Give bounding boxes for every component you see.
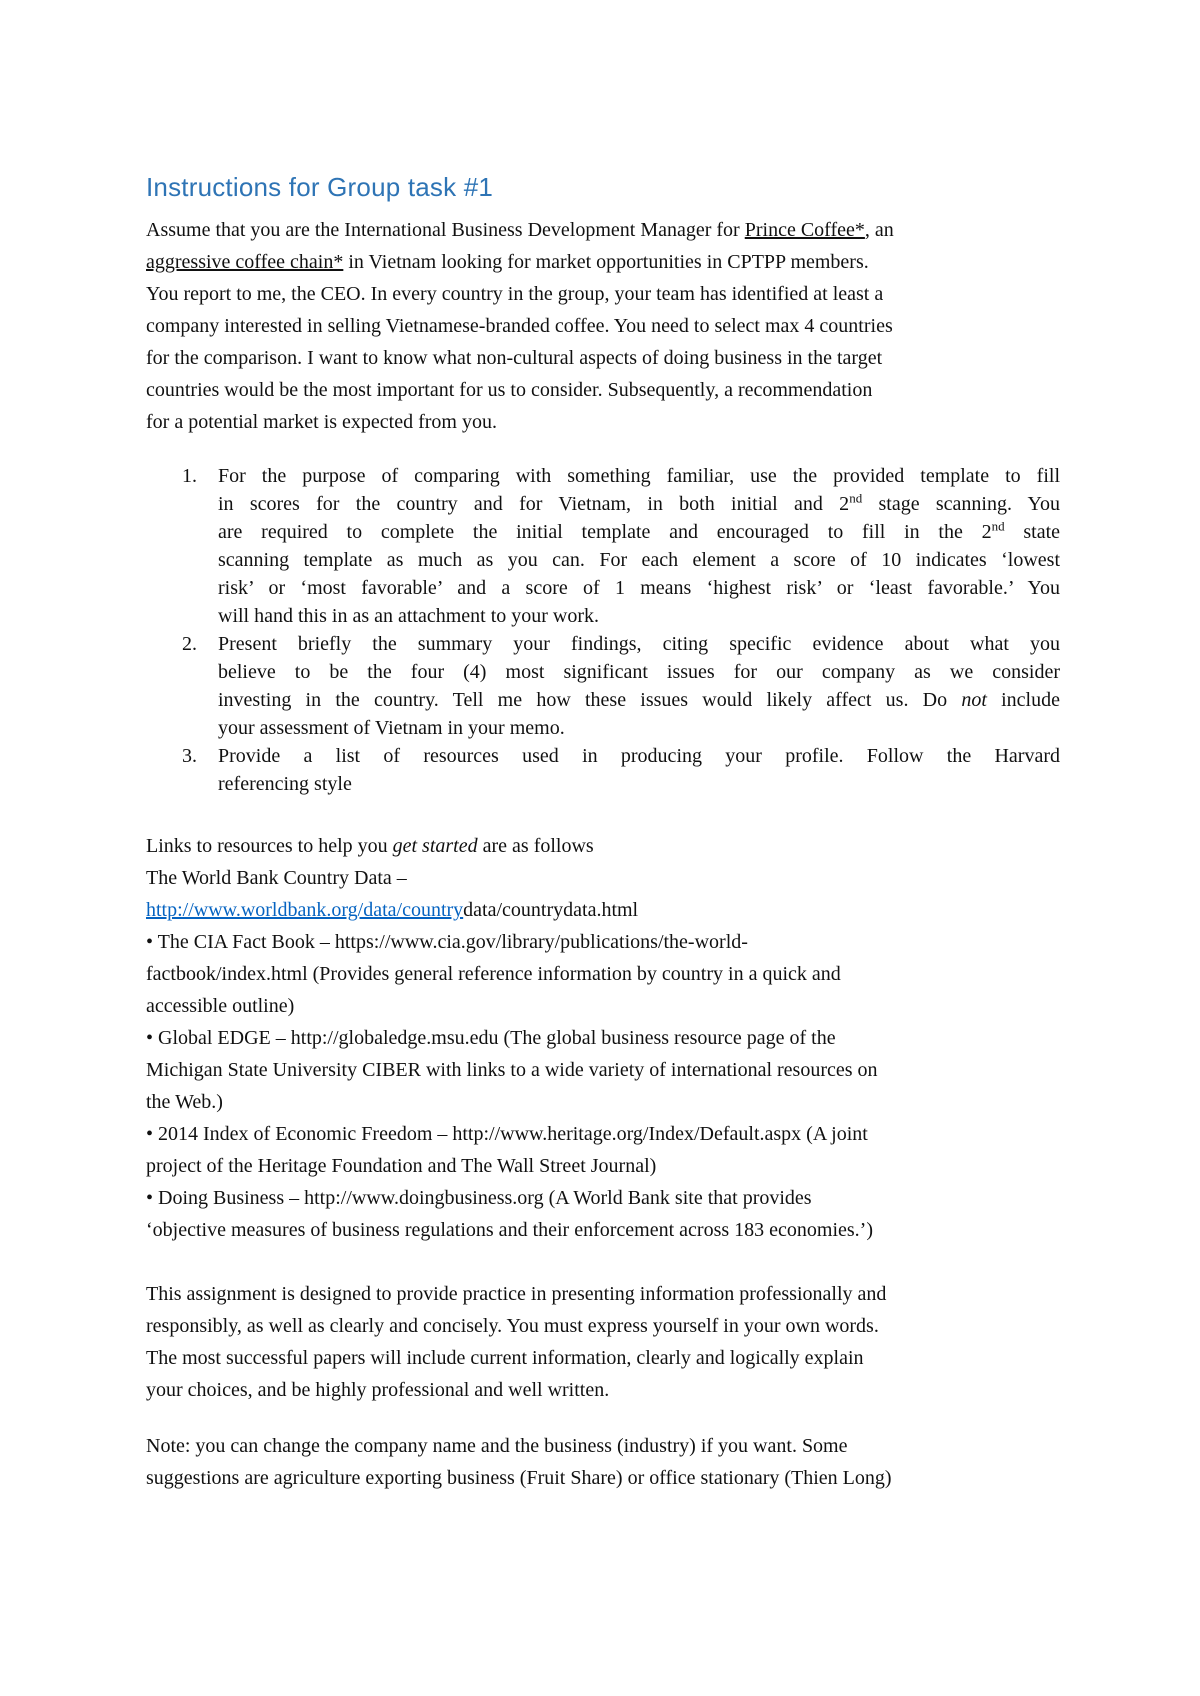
list-number: 2. [182,633,197,655]
resources-text: Links to resources to help you [146,835,393,857]
list-item-line: will hand this in as an attachment to your work. [218,605,600,627]
superscript: nd [991,520,1005,534]
intro-line: company interested in selling Vietnamese-branded coffee. You need to select max 4 countries [146,315,893,337]
intro-line: for a potential market is expected from you. [146,411,497,433]
list-item-line: For the purpose of comparing with something familiar, use the provided template to fill [218,465,1060,487]
world-bank-link[interactable]: http://www.worldbank.org/data/country [146,899,464,921]
list-text: in scores for the country and for Vietnam, in both initial and 2 [218,493,850,515]
closing-line: The most successful papers will include current information, clearly and logically explain [146,1347,864,1369]
cia-line: factbook/index.html (Provides general reference information by country in a quick and [146,963,841,985]
cia-line: • The CIA Fact Book – https://www.cia.gov/library/publications/the-world- [146,931,748,953]
emphasis-not: not [961,689,987,711]
note-line: Note: you can change the company name and the business (industry) if you want. Some [146,1435,848,1457]
intro-line: You report to me, the CEO. In every country in the group, your team has identified at least a [146,283,884,305]
closing-line: your choices, and be highly professional and well written. [146,1379,610,1401]
superscript: nd [849,492,863,506]
list-number: 3. [182,745,197,767]
intro-line [146,250,869,274]
resources-text: are as follows [477,835,594,857]
list-item-line: scanning template as much as you can. For each element a score of 10 indicates ‘lowest [218,549,1060,571]
resources-intro [146,834,594,858]
list-item-1 [218,464,1060,628]
list-item-line [218,688,1060,712]
aggressive-coffee-chain-link[interactable]: aggressive coffee chain* [146,251,344,273]
economic-freedom-line: • 2014 Index of Economic Freedom – http://www.heritage.org/Index/Default.aspx (A joint [146,1123,868,1145]
list-item-3 [218,744,1060,796]
closing-line: This assignment is designed to provide practice in presenting information professionally and [146,1283,887,1305]
intro-text: in Vietnam looking for market opportunities in CPTPP members. [343,251,869,273]
list-item-line: referencing style [218,773,352,795]
list-item-line [218,520,1060,544]
cia-line: accessible outline) [146,995,295,1017]
global-edge-line: the Web.) [146,1091,223,1113]
world-bank-url [146,898,638,922]
list-text: include [986,689,1060,711]
note-line: suggestions are agriculture exporting business (Fruit Share) or office stationary (Thien Long) [146,1467,892,1489]
doing-business-line: • Doing Business – http://www.doingbusiness.org (A World Bank site that provides [146,1187,812,1209]
list-item-line: Present briefly the summary your findings, citing specific evidence about what you [218,633,1060,655]
world-bank-title: The World Bank Country Data – [146,867,407,889]
intro-text: Assume that you are the International Business Development Manager for [146,219,745,241]
closing-line: responsibly, as well as clearly and concisely. You must express yourself in your own words. [146,1315,879,1337]
list-number: 1. [182,465,197,487]
doing-business-line: ‘objective measures of business regulations and their enforcement across 183 economies.’) [146,1219,873,1241]
economic-freedom-line: project of the Heritage Foundation and The Wall Street Journal) [146,1155,657,1177]
list-text: stage scanning. You [862,493,1060,515]
list-item-line [218,492,1060,516]
list-item-line: believe to be the four (4) most significant issues for our company as we consider [218,661,1060,683]
prince-coffee-link[interactable]: Prince Coffee* [744,219,865,241]
intro-line: countries would be the most important for us to consider. Subsequently, a recommendation [146,379,873,401]
list-text: state [1004,521,1060,543]
intro-line: for the comparison. I want to know what non-cultural aspects of doing business in the target [146,347,883,369]
list-item-line: your assessment of Vietnam in your memo. [218,717,565,739]
list-text: are required to complete the initial template and encouraged to fill in the 2 [218,521,992,543]
world-bank-url-rest: data/countrydata.html [463,899,639,921]
page-title: Instructions for Group task #1 [146,172,494,202]
intro-line [146,218,894,242]
list-item-line: Provide a list of resources used in producing your profile. Follow the Harvard [218,745,1060,767]
list-text: investing in the country. Tell me how these issues would likely affect us. Do [218,689,962,711]
emphasis-get-started: get started [392,835,478,857]
global-edge-line: Michigan State University CIBER with links to a wide variety of international resources on [146,1059,878,1081]
global-edge-line: • Global EDGE – http://globaledge.msu.edu (The global business resource page of the [146,1027,836,1049]
intro-text: , an [864,219,894,241]
list-item-2 [218,632,1060,740]
list-item-line: risk’ or ‘most favorable’ and a score of 1 means ‘highest risk’ or ‘least favorable.’ You [218,577,1060,599]
